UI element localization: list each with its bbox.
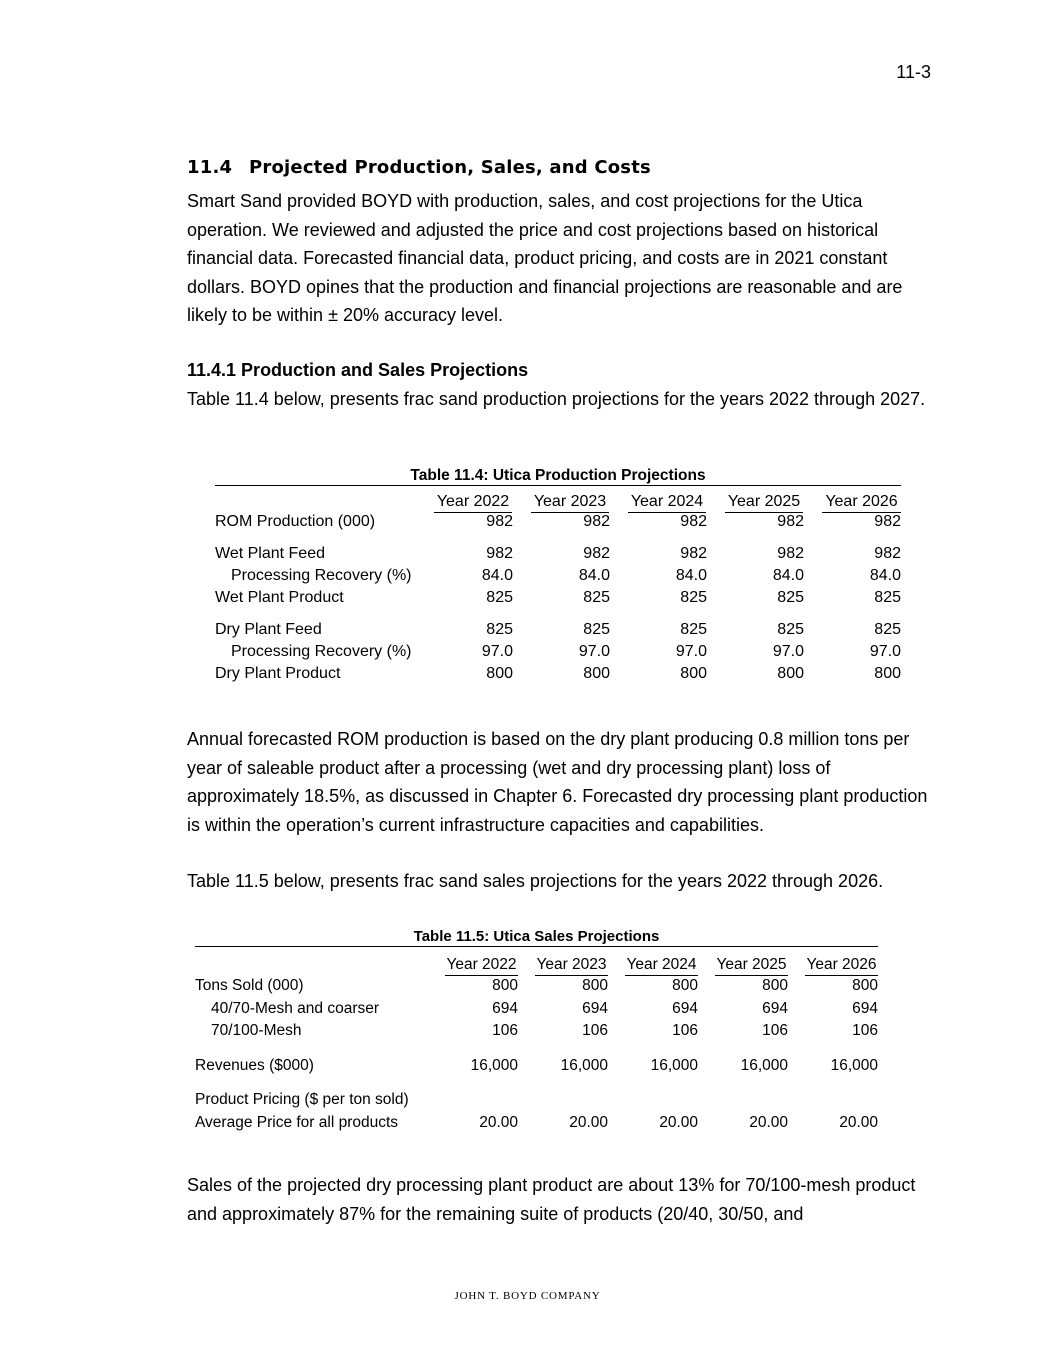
row-label: 40/70-Mesh and coarser	[211, 999, 380, 1017]
table-cell: 97.0	[869, 643, 901, 660]
column-header: Year 2024	[625, 955, 698, 976]
table-cell: 20.00	[569, 1113, 608, 1131]
table-cell: 982	[680, 513, 707, 530]
table-cell: 84.0	[869, 567, 901, 584]
table-cell: 800	[672, 977, 698, 994]
table-row	[195, 1089, 878, 1112]
section-number: 11.4	[187, 157, 233, 178]
table-cell: 106	[492, 1022, 518, 1039]
table-cell: 84.0	[481, 567, 513, 584]
row-label: Product Pricing ($ per ton sold)	[195, 1091, 409, 1108]
table-header-row	[195, 947, 878, 975]
table-cell: 694	[672, 999, 698, 1017]
table-row	[195, 998, 878, 1021]
sales-projections-table	[195, 927, 878, 1134]
table-title: Table 11.4: Utica Production Projections	[215, 466, 901, 486]
table-cell: 982	[874, 513, 901, 530]
table-cell: 84.0	[675, 567, 707, 584]
column-header: Year 2025	[725, 492, 803, 513]
table-cell: 694	[582, 999, 608, 1017]
row-label: Wet Plant Feed	[215, 545, 325, 562]
table-row	[215, 543, 901, 565]
table-cell: 800	[680, 665, 707, 682]
table-row	[195, 975, 878, 998]
sales-table-intro-paragraph: Table 11.5 below, presents frac sand sales projections for the years 2022 through 2026.	[187, 871, 884, 891]
column-header: Year 2023	[531, 492, 609, 513]
row-label: Revenues ($000)	[195, 1056, 314, 1074]
table-cell: 825	[680, 589, 707, 606]
table-cell: 97.0	[675, 643, 707, 660]
row-label: Processing Recovery (%)	[231, 643, 412, 660]
table-cell: 97.0	[578, 643, 610, 660]
table-cell: 825	[583, 621, 610, 638]
table-cell: 20.00	[659, 1113, 698, 1131]
table-row	[215, 565, 901, 587]
table-header-row	[215, 486, 901, 511]
table-cell: 800	[777, 665, 804, 682]
table-cell: 982	[777, 513, 804, 530]
subsection-heading: 11.4.1 Production and Sales Projections	[187, 360, 529, 380]
table-cell: 16,000	[560, 1056, 608, 1074]
table-cell: 16,000	[650, 1056, 698, 1074]
table-cell: 982	[874, 545, 901, 562]
row-label: Average Price for all products	[195, 1113, 399, 1131]
table-cell: 982	[486, 513, 513, 530]
table-row	[215, 587, 901, 609]
table-cell: 800	[582, 977, 608, 994]
row-label: Processing Recovery (%)	[231, 567, 412, 584]
table-cell: 982	[777, 545, 804, 562]
row-label: Wet Plant Product	[215, 589, 344, 606]
table-cell: 825	[777, 589, 804, 606]
section-intro-paragraph: Smart Sand provided BOYD with production, sales, and cost projections for the Utica operation. We reviewed and adjusted the price and cost projections based on historical financial data. Forecasted financial data, product pricing, and costs are in 2021 constant dollars. BOYD opines that the production and financial projections are reasonable and are likely to be within ± 20% accuracy level.	[187, 191, 903, 325]
table-row	[195, 1112, 878, 1135]
table-cell: 825	[680, 621, 707, 638]
column-header: Year 2026	[822, 492, 901, 513]
table-title: Table 11.5: Utica Sales Projections	[195, 927, 878, 947]
table-cell: 84.0	[578, 567, 610, 584]
table-cell: 106	[852, 1022, 878, 1039]
table-cell: 106	[582, 1022, 608, 1039]
table-cell: 825	[486, 621, 513, 638]
table-cell: 982	[583, 545, 610, 562]
page-number: 11-3	[896, 62, 931, 82]
table-cell: 16,000	[740, 1056, 788, 1074]
table-row	[215, 619, 901, 641]
sales-split-paragraph: Sales of the projected dry processing plant product are about 13% for 70/100-mesh product and approximately 87% for the remaining suite of products (20/40, 30/50, and	[187, 1175, 916, 1224]
table-cell: 800	[874, 665, 901, 682]
table-cell: 694	[762, 999, 788, 1017]
table-cell: 20.00	[479, 1113, 518, 1131]
column-header: Year 2022	[434, 492, 512, 513]
table-cell: 694	[852, 999, 878, 1017]
column-header: Year 2026	[805, 955, 878, 976]
table-cell: 97.0	[772, 643, 804, 660]
table-cell: 84.0	[772, 567, 804, 584]
column-header: Year 2023	[535, 955, 608, 976]
production-projections-table	[215, 466, 901, 685]
row-label: Tons Sold (000)	[195, 977, 304, 994]
table-row	[215, 511, 901, 533]
table-cell: 800	[852, 977, 878, 994]
table-row	[195, 1020, 878, 1043]
table-cell: 16,000	[470, 1056, 518, 1074]
table-cell: 982	[583, 513, 610, 530]
table-cell: 800	[583, 665, 610, 682]
table-cell: 825	[874, 589, 901, 606]
table-cell: 825	[583, 589, 610, 606]
table-cell: 800	[486, 665, 513, 682]
row-label: Dry Plant Product	[215, 665, 341, 682]
column-header: Year 2024	[628, 492, 706, 513]
table-row	[195, 1055, 878, 1078]
row-label: Dry Plant Feed	[215, 621, 322, 638]
column-header: Year 2022	[445, 955, 518, 976]
company-footer: JOHN T. BOYD COMPANY	[454, 1290, 601, 1302]
table-cell: 825	[486, 589, 513, 606]
table-cell: 982	[486, 545, 513, 562]
table-row	[215, 663, 901, 685]
row-label: 70/100-Mesh	[211, 1022, 302, 1039]
production-explanation-paragraph: Annual forecasted ROM production is based on the dry plant producing 0.8 million tons per year of saleable product after a processing (wet and dry processing plant) loss of approximately 18.5%, as discussed in Chapter 6. Forecasted dry processing plant production is within the operation’s current infrastructure capacities and capabilities.	[187, 729, 928, 835]
section-title: Projected Production, Sales, and Costs	[249, 157, 651, 178]
table-cell: 800	[492, 977, 518, 994]
table-cell: 106	[762, 1022, 788, 1039]
table-row	[215, 641, 901, 663]
section-heading	[187, 157, 651, 178]
table-cell: 20.00	[839, 1113, 878, 1131]
table-cell: 20.00	[749, 1113, 788, 1131]
subsection-intro-paragraph: Table 11.4 below, presents frac sand production projections for the years 2022 through 2027.	[187, 389, 926, 409]
table-cell: 800	[762, 977, 788, 994]
table-cell: 825	[874, 621, 901, 638]
table-cell: 106	[672, 1022, 698, 1039]
table-cell: 16,000	[830, 1056, 878, 1074]
column-header: Year 2025	[715, 955, 788, 976]
table-cell: 694	[492, 999, 518, 1017]
table-cell: 97.0	[481, 643, 513, 660]
table-cell: 825	[777, 621, 804, 638]
table-cell: 982	[680, 545, 707, 562]
row-label: ROM Production (000)	[215, 513, 376, 530]
